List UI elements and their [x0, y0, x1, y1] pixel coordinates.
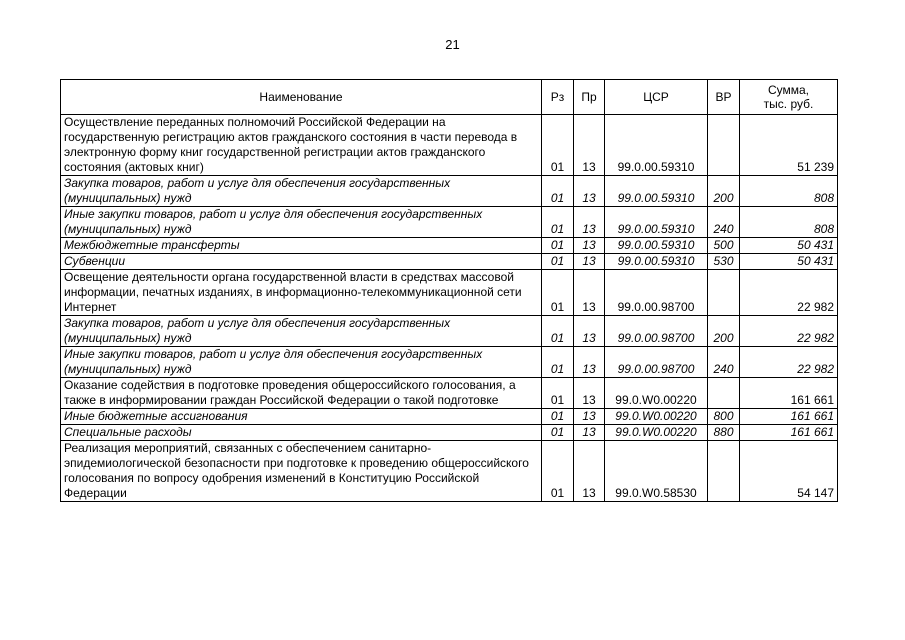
row-csr-cell: 99.0.00.59310: [605, 176, 708, 207]
table-row: [61, 176, 838, 207]
header-pr: Пр: [574, 80, 605, 115]
row-vr-cell: [708, 115, 740, 176]
row-name-cell: Иные закупки товаров, работ и услуг для обеспечения государственных (муниципальных) нужд: [61, 347, 542, 378]
row-vr-cell: [708, 441, 740, 502]
table-row: [61, 378, 838, 409]
row-csr-cell: 99.0.00.98700: [605, 270, 708, 316]
row-rz-cell: 01: [542, 270, 574, 316]
row-vr-cell: 880: [708, 425, 740, 441]
row-csr-cell: 99.0.00.59310: [605, 115, 708, 176]
row-csr-cell: 99.0.00.98700: [605, 347, 708, 378]
row-vr-cell: 530: [708, 254, 740, 270]
header-csr: ЦСР: [605, 80, 708, 115]
row-vr-cell: 240: [708, 347, 740, 378]
row-sum-cell: 808: [740, 207, 838, 238]
row-rz-cell: 01: [542, 316, 574, 347]
row-sum-cell: 54 147: [740, 441, 838, 502]
row-pr-cell: 13: [574, 441, 605, 502]
row-vr-cell: 500: [708, 238, 740, 254]
table-header-row: [61, 80, 838, 115]
table-row: [61, 238, 838, 254]
row-rz-cell: 01: [542, 425, 574, 441]
row-vr-cell: [708, 270, 740, 316]
row-sum-cell: 22 982: [740, 316, 838, 347]
row-csr-cell: 99.0.W0.00220: [605, 409, 708, 425]
row-csr-cell: 99.0.00.59310: [605, 207, 708, 238]
row-sum-cell: 51 239: [740, 115, 838, 176]
row-vr-cell: [708, 378, 740, 409]
row-pr-cell: 13: [574, 254, 605, 270]
row-vr-cell: 200: [708, 176, 740, 207]
row-name-cell: Закупка товаров, работ и услуг для обеспечения государственных (муниципальных) нужд: [61, 176, 542, 207]
row-csr-cell: 99.0.W0.00220: [605, 425, 708, 441]
header-rz: Рз: [542, 80, 574, 115]
row-pr-cell: 13: [574, 270, 605, 316]
row-rz-cell: 01: [542, 176, 574, 207]
row-name-cell: Иные закупки товаров, работ и услуг для обеспечения государственных (муниципальных) нужд: [61, 207, 542, 238]
table-row: [61, 270, 838, 316]
row-sum-cell: 808: [740, 176, 838, 207]
row-pr-cell: 13: [574, 176, 605, 207]
row-pr-cell: 13: [574, 347, 605, 378]
row-name-cell: Межбюджетные трансферты: [61, 238, 542, 254]
row-sum-cell: 161 661: [740, 409, 838, 425]
row-sum-cell: 50 431: [740, 254, 838, 270]
row-name-cell: Закупка товаров, работ и услуг для обеспечения государственных (муниципальных) нужд: [61, 316, 542, 347]
budget-table: [60, 79, 838, 502]
row-csr-cell: 99.0.W0.00220: [605, 378, 708, 409]
row-name-cell: Специальные расходы: [61, 425, 542, 441]
header-vr: ВР: [708, 80, 740, 115]
row-csr-cell: 99.0.00.98700: [605, 316, 708, 347]
row-vr-cell: 240: [708, 207, 740, 238]
table-row: [61, 425, 838, 441]
row-name-cell: Освещение деятельности органа государственной власти в средствах массовой информации, печатных изданиях, в информационно-телекоммуникационной сети Интернет: [61, 270, 542, 316]
table-row: [61, 409, 838, 425]
header-sum: Сумма, тыс. руб.: [740, 80, 838, 115]
row-pr-cell: 13: [574, 425, 605, 441]
row-rz-cell: 01: [542, 378, 574, 409]
row-rz-cell: 01: [542, 409, 574, 425]
row-pr-cell: 13: [574, 238, 605, 254]
row-pr-cell: 13: [574, 409, 605, 425]
table-body: [61, 115, 838, 502]
row-name-cell: Субвенции: [61, 254, 542, 270]
row-csr-cell: 99.0.00.59310: [605, 238, 708, 254]
table-row: [61, 347, 838, 378]
row-sum-cell: 22 982: [740, 347, 838, 378]
table-row: [61, 207, 838, 238]
row-vr-cell: 800: [708, 409, 740, 425]
row-csr-cell: 99.0.W0.58530: [605, 441, 708, 502]
row-pr-cell: 13: [574, 378, 605, 409]
table-row: [61, 254, 838, 270]
row-rz-cell: 01: [542, 254, 574, 270]
row-name-cell: Оказание содействия в подготовке проведения общероссийского голосования, а также в информировании граждан Российской Федерации о такой подготовке: [61, 378, 542, 409]
row-csr-cell: 99.0.00.59310: [605, 254, 708, 270]
row-rz-cell: 01: [542, 207, 574, 238]
row-rz-cell: 01: [542, 347, 574, 378]
row-rz-cell: 01: [542, 441, 574, 502]
row-pr-cell: 13: [574, 115, 605, 176]
table-row: [61, 316, 838, 347]
row-pr-cell: 13: [574, 207, 605, 238]
row-name-cell: Иные бюджетные ассигнования: [61, 409, 542, 425]
row-rz-cell: 01: [542, 238, 574, 254]
table-row: [61, 115, 838, 176]
row-name-cell: Реализация мероприятий, связанных с обеспечением санитарно-эпидемиологической безопасности при подготовке к проведению общероссийского голосования по вопросу одобрения изменений в Конституцию Российской Федерации: [61, 441, 542, 502]
row-name-cell: Осуществление переданных полномочий Российской Федерации на государственную регистрацию актов гражданского состояния в части перевода в электронную форму книг государственной регистрации актов гражданского состояния (актовых книг): [61, 115, 542, 176]
table-row: [61, 441, 838, 502]
row-rz-cell: 01: [542, 115, 574, 176]
row-sum-cell: 22 982: [740, 270, 838, 316]
row-sum-cell: 161 661: [740, 425, 838, 441]
row-sum-cell: 50 431: [740, 238, 838, 254]
page-number: 21: [445, 37, 460, 52]
row-vr-cell: 200: [708, 316, 740, 347]
row-pr-cell: 13: [574, 316, 605, 347]
header-name: Наименование: [61, 80, 542, 115]
row-sum-cell: 161 661: [740, 378, 838, 409]
